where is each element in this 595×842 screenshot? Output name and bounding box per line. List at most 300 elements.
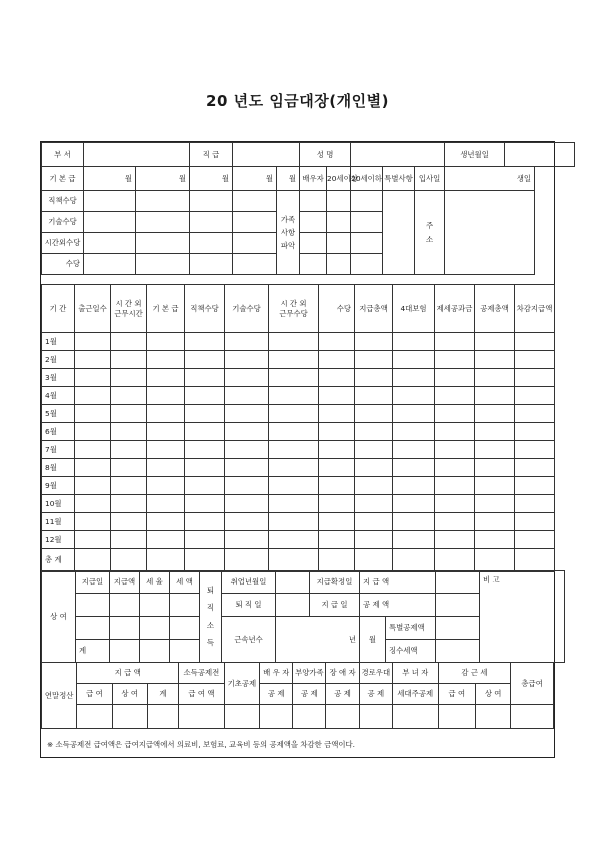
- total-cell[interactable]: [75, 549, 111, 572]
- total-cell[interactable]: [355, 549, 393, 572]
- monthly-pay-table: [41, 284, 555, 572]
- month-cell[interactable]: [111, 423, 147, 441]
- month-cell[interactable]: [269, 513, 319, 531]
- tax-amount-label: 징수세액: [386, 640, 436, 663]
- pay-amount-label: 지 급 액: [360, 571, 436, 594]
- month-cell[interactable]: [475, 513, 515, 531]
- month-cell[interactable]: [475, 423, 515, 441]
- month-cell[interactable]: [319, 495, 355, 513]
- month-cell[interactable]: [75, 387, 111, 405]
- month-cell[interactable]: [225, 405, 269, 423]
- month-cell[interactable]: [475, 459, 515, 477]
- month-cell[interactable]: [111, 387, 147, 405]
- header-allowance: 수당: [319, 285, 355, 333]
- retire-date-value[interactable]: [276, 594, 310, 617]
- month-cell[interactable]: [269, 351, 319, 369]
- month-cell[interactable]: [435, 405, 475, 423]
- family-cell-1a[interactable]: [300, 191, 327, 212]
- base-pay-month-4[interactable]: 월: [233, 167, 277, 191]
- family-cell-3c[interactable]: [351, 233, 383, 254]
- month-cell[interactable]: [393, 531, 435, 549]
- month-cell[interactable]: [435, 387, 475, 405]
- bonus-header-tax: 세 액: [170, 571, 200, 594]
- month-cell[interactable]: [185, 513, 225, 531]
- month-cell[interactable]: [475, 351, 515, 369]
- header-tech-allowance: 기술수당: [225, 285, 269, 333]
- month-cell[interactable]: [111, 441, 147, 459]
- bonus-total-cell[interactable]: [110, 640, 140, 663]
- address-label: [415, 191, 445, 275]
- month-cell[interactable]: [269, 369, 319, 387]
- month-cell[interactable]: [393, 333, 435, 351]
- spouse-label: 배우자: [300, 167, 327, 191]
- bonus-header-amount: 지급액: [110, 571, 140, 594]
- header-taxes: 제세공과금: [435, 285, 475, 333]
- reduced-salary-label: 급 여: [438, 684, 475, 705]
- month-cell[interactable]: [111, 531, 147, 549]
- month-cell[interactable]: [435, 495, 475, 513]
- month-cell[interactable]: [111, 369, 147, 387]
- family-cell-2a[interactable]: [300, 212, 327, 233]
- service-years-label: 근속년수: [222, 617, 276, 663]
- income-deduction-sub: 급 여 액: [179, 684, 225, 705]
- settlement-cell[interactable]: [326, 705, 359, 729]
- month-cell[interactable]: [225, 333, 269, 351]
- allowance-label-1: 직책수당: [42, 191, 84, 212]
- month-cell[interactable]: [111, 495, 147, 513]
- month-cell[interactable]: [185, 333, 225, 351]
- allowance-3-cell-1[interactable]: [84, 233, 136, 254]
- month-cell[interactable]: [355, 513, 393, 531]
- allowance-label-3: 시간외수당: [42, 233, 84, 254]
- allowance-1-cell-2[interactable]: [136, 191, 190, 212]
- month-cell[interactable]: [475, 369, 515, 387]
- month-cell[interactable]: [355, 459, 393, 477]
- month-cell[interactable]: [515, 441, 555, 459]
- month-cell[interactable]: [319, 351, 355, 369]
- month-cell[interactable]: [75, 351, 111, 369]
- hire-year-label: 취업년월일: [222, 571, 276, 594]
- month-cell[interactable]: [319, 531, 355, 549]
- settlement-cell[interactable]: [112, 705, 147, 729]
- bonus-table: [41, 570, 565, 663]
- month-cell[interactable]: [147, 369, 185, 387]
- bonus-cell[interactable]: [110, 594, 140, 617]
- month-cell[interactable]: [355, 369, 393, 387]
- special-deduction-label: 특별공제액: [386, 617, 436, 640]
- month-cell[interactable]: [225, 441, 269, 459]
- month-cell[interactable]: [515, 369, 555, 387]
- senior-deduction-sub: 공 제: [359, 684, 392, 705]
- month-cell[interactable]: [111, 351, 147, 369]
- total-cell[interactable]: [111, 549, 147, 572]
- family-label-2: 사항: [280, 227, 296, 237]
- month-cell[interactable]: [393, 477, 435, 495]
- family-cell-4c[interactable]: [351, 254, 383, 275]
- month-cell[interactable]: [185, 459, 225, 477]
- month-label: 1월: [42, 333, 75, 351]
- month-cell[interactable]: [319, 333, 355, 351]
- month-label: 9월: [42, 477, 75, 495]
- remarks-label: 비 고: [480, 571, 565, 663]
- month-cell[interactable]: [269, 477, 319, 495]
- allowance-3-cell-2[interactable]: [136, 233, 190, 254]
- bonus-cell[interactable]: [110, 617, 140, 640]
- month-cell[interactable]: [185, 531, 225, 549]
- bonus-cell[interactable]: [76, 594, 110, 617]
- month-cell[interactable]: [355, 441, 393, 459]
- name-label: 성 명: [300, 143, 351, 167]
- month-cell[interactable]: [515, 351, 555, 369]
- allowance-2-cell-3[interactable]: [190, 212, 233, 233]
- settlement-cell[interactable]: [77, 705, 112, 729]
- deduction-amount-label: 공 제 액: [360, 594, 436, 617]
- month-cell[interactable]: [319, 405, 355, 423]
- month-cell[interactable]: [75, 405, 111, 423]
- family-label: [277, 191, 300, 275]
- settlement-table: [41, 662, 554, 729]
- month-row: [42, 495, 555, 513]
- month-cell[interactable]: [393, 351, 435, 369]
- special-value[interactable]: [383, 191, 415, 275]
- total-cell[interactable]: [147, 549, 185, 572]
- settlement-cell[interactable]: [511, 705, 554, 729]
- month-cell[interactable]: [75, 459, 111, 477]
- header-insurance: 4대보험: [393, 285, 435, 333]
- family-cell-1c[interactable]: [351, 191, 383, 212]
- month-cell[interactable]: [393, 495, 435, 513]
- dependents-deduction-sub: 공 제: [293, 684, 326, 705]
- service-years-month[interactable]: 월: [360, 617, 386, 663]
- month-cell[interactable]: [393, 405, 435, 423]
- month-row: [42, 405, 555, 423]
- month-row: [42, 531, 555, 549]
- month-cell[interactable]: [269, 387, 319, 405]
- month-cell[interactable]: [111, 477, 147, 495]
- settlement-cell[interactable]: [224, 705, 259, 729]
- month-cell[interactable]: [147, 351, 185, 369]
- month-cell[interactable]: [515, 513, 555, 531]
- deduction-amount-value[interactable]: [436, 594, 480, 617]
- month-cell[interactable]: [515, 531, 555, 549]
- pay-confirm-label: 지급확정일: [310, 571, 360, 594]
- month-cell[interactable]: [111, 405, 147, 423]
- month-cell[interactable]: [75, 369, 111, 387]
- month-row: [42, 441, 555, 459]
- month-cell[interactable]: [515, 423, 555, 441]
- settlement-cell[interactable]: [293, 705, 326, 729]
- family-cell-3b[interactable]: [327, 233, 351, 254]
- grade-label: 직 급: [190, 143, 233, 167]
- month-cell[interactable]: [435, 333, 475, 351]
- month-cell[interactable]: [319, 369, 355, 387]
- month-cell[interactable]: [393, 369, 435, 387]
- month-cell[interactable]: [435, 441, 475, 459]
- month-cell[interactable]: [225, 423, 269, 441]
- month-cell[interactable]: [393, 387, 435, 405]
- month-label: 10월: [42, 495, 75, 513]
- family-cell-4b[interactable]: [327, 254, 351, 275]
- month-cell[interactable]: [147, 477, 185, 495]
- month-cell[interactable]: [75, 495, 111, 513]
- grade-value[interactable]: [233, 143, 300, 167]
- month-row: [42, 369, 555, 387]
- month-cell[interactable]: [355, 477, 393, 495]
- bonus-cell[interactable]: [170, 594, 200, 617]
- family-label-3: 파악: [280, 241, 296, 251]
- allowance-1-cell-4[interactable]: [233, 191, 277, 212]
- month-cell[interactable]: [435, 513, 475, 531]
- bonus-total-cell[interactable]: [170, 640, 200, 663]
- settlement-cell[interactable]: [147, 705, 178, 729]
- month-cell[interactable]: [185, 369, 225, 387]
- month-cell[interactable]: [355, 423, 393, 441]
- month-row: [42, 477, 555, 495]
- family-cell-3a[interactable]: [300, 233, 327, 254]
- month-cell[interactable]: [185, 477, 225, 495]
- month-cell[interactable]: [225, 513, 269, 531]
- header-net-pay: 차감지급액: [515, 285, 555, 333]
- retire-label-4: 득: [206, 637, 215, 647]
- month-cell[interactable]: [515, 495, 555, 513]
- month-cell[interactable]: [75, 441, 111, 459]
- month-cell[interactable]: [185, 387, 225, 405]
- family-cell-2b[interactable]: [327, 212, 351, 233]
- month-row: [42, 513, 555, 531]
- total-cell[interactable]: [269, 549, 319, 572]
- month-cell[interactable]: [147, 333, 185, 351]
- allowance-2-cell-1[interactable]: [84, 212, 136, 233]
- month-cell[interactable]: [355, 531, 393, 549]
- month-cell[interactable]: [319, 387, 355, 405]
- month-cell[interactable]: [393, 513, 435, 531]
- month-cell[interactable]: [147, 531, 185, 549]
- total-row-label: 총 계: [42, 549, 75, 572]
- month-cell[interactable]: [225, 459, 269, 477]
- month-cell[interactable]: [475, 387, 515, 405]
- month-cell[interactable]: [435, 369, 475, 387]
- month-cell[interactable]: [475, 495, 515, 513]
- month-cell[interactable]: [269, 405, 319, 423]
- allowance-1-cell-1[interactable]: [84, 191, 136, 212]
- month-cell[interactable]: [319, 477, 355, 495]
- header-attendance: 출근일수: [75, 285, 111, 333]
- month-cell[interactable]: [185, 441, 225, 459]
- month-cell[interactable]: [147, 387, 185, 405]
- month-cell[interactable]: [185, 351, 225, 369]
- month-cell[interactable]: [355, 495, 393, 513]
- total-salary-label: 총급여: [511, 663, 554, 705]
- month-cell[interactable]: [75, 531, 111, 549]
- month-cell[interactable]: [225, 351, 269, 369]
- month-cell[interactable]: [75, 333, 111, 351]
- month-cell[interactable]: [515, 459, 555, 477]
- month-cell[interactable]: [225, 369, 269, 387]
- month-cell[interactable]: [185, 495, 225, 513]
- service-years-year[interactable]: 년: [276, 617, 360, 663]
- month-cell[interactable]: [475, 405, 515, 423]
- total-cell[interactable]: [435, 549, 475, 572]
- allowance-4-cell-3[interactable]: [190, 254, 233, 275]
- base-pay-month-5[interactable]: 월: [277, 167, 300, 191]
- month-cell[interactable]: [475, 333, 515, 351]
- month-cell[interactable]: [269, 333, 319, 351]
- bonus-total-label: 계: [76, 640, 110, 663]
- month-row: [42, 459, 555, 477]
- month-cell[interactable]: [355, 387, 393, 405]
- base-pay-month-3[interactable]: 월: [190, 167, 233, 191]
- settlement-label: 연말정산: [42, 663, 77, 729]
- settlement-cell[interactable]: [438, 705, 475, 729]
- dependents-deduction-label: 부양가족: [293, 663, 326, 684]
- bonus-cell[interactable]: [170, 617, 200, 640]
- month-cell[interactable]: [435, 531, 475, 549]
- month-cell[interactable]: [225, 477, 269, 495]
- birth-value[interactable]: [505, 143, 575, 167]
- spouse-deduction-sub: 공 제: [260, 684, 293, 705]
- month-label: 7월: [42, 441, 75, 459]
- month-cell[interactable]: [393, 459, 435, 477]
- special-deduction-value[interactable]: [436, 617, 480, 640]
- retire-label-1: 퇴: [206, 586, 215, 595]
- base-pay-month-2[interactable]: 월: [136, 167, 190, 191]
- month-cell[interactable]: [147, 423, 185, 441]
- month-cell[interactable]: [319, 423, 355, 441]
- settlement-bonus-label: 상 여: [112, 684, 147, 705]
- special-label: 특별사항: [383, 167, 415, 191]
- family-label-1: 가족: [280, 214, 296, 224]
- total-cell[interactable]: [475, 549, 515, 572]
- address-value[interactable]: [445, 191, 535, 275]
- month-cell[interactable]: [75, 423, 111, 441]
- allowance-3-cell-4[interactable]: [233, 233, 277, 254]
- month-cell[interactable]: [393, 423, 435, 441]
- month-label: 5월: [42, 405, 75, 423]
- disabled-deduction-sub: 공 제: [326, 684, 359, 705]
- month-cell[interactable]: [269, 423, 319, 441]
- allowance-1-cell-3[interactable]: [190, 191, 233, 212]
- total-cell[interactable]: [393, 549, 435, 572]
- family-cell-2c[interactable]: [351, 212, 383, 233]
- header-overtime-hours: 시 간 외 근무시간: [111, 285, 147, 333]
- bonus-label: 상 여: [42, 571, 76, 663]
- allowance-3-cell-3[interactable]: [190, 233, 233, 254]
- tax-amount-value[interactable]: [436, 640, 480, 663]
- month-cell[interactable]: [355, 351, 393, 369]
- month-label: 3월: [42, 369, 75, 387]
- month-cell[interactable]: [269, 441, 319, 459]
- month-cell[interactable]: [269, 459, 319, 477]
- hire-year-value[interactable]: [276, 571, 310, 594]
- month-label: 4월: [42, 387, 75, 405]
- month-cell[interactable]: [147, 495, 185, 513]
- month-cell[interactable]: [319, 441, 355, 459]
- month-cell[interactable]: [111, 333, 147, 351]
- dept-value[interactable]: [84, 143, 190, 167]
- month-cell[interactable]: [225, 531, 269, 549]
- hire-date-label: 입사일: [415, 167, 445, 191]
- month-cell[interactable]: [319, 513, 355, 531]
- month-cell[interactable]: [147, 459, 185, 477]
- woman-deduction-sub: 세대주공제: [392, 684, 438, 705]
- settlement-cell[interactable]: [359, 705, 392, 729]
- month-cell[interactable]: [75, 513, 111, 531]
- month-cell[interactable]: [515, 405, 555, 423]
- bonus-header-date: 지급일: [76, 571, 110, 594]
- reduced-tax-label: 감 근 세: [438, 663, 511, 684]
- month-cell[interactable]: [355, 405, 393, 423]
- base-pay-month-1[interactable]: 월: [84, 167, 136, 191]
- settlement-cell[interactable]: [260, 705, 293, 729]
- allowance-2-cell-4[interactable]: [233, 212, 277, 233]
- month-cell[interactable]: [435, 351, 475, 369]
- month-cell[interactable]: [355, 333, 393, 351]
- total-cell[interactable]: [319, 549, 355, 572]
- month-cell[interactable]: [393, 441, 435, 459]
- total-cell[interactable]: [225, 549, 269, 572]
- family-cell-4a[interactable]: [300, 254, 327, 275]
- month-cell[interactable]: [225, 495, 269, 513]
- month-cell[interactable]: [147, 441, 185, 459]
- settlement-cell[interactable]: [392, 705, 438, 729]
- month-cell[interactable]: [269, 495, 319, 513]
- settlement-cell[interactable]: [475, 705, 510, 729]
- over20-label: 20세이상: [327, 167, 351, 191]
- month-cell[interactable]: [515, 333, 555, 351]
- family-cell-1b[interactable]: [327, 191, 351, 212]
- month-cell[interactable]: [269, 531, 319, 549]
- month-cell[interactable]: [185, 423, 225, 441]
- allowance-4-cell-1[interactable]: [84, 254, 136, 275]
- month-cell[interactable]: [185, 405, 225, 423]
- month-cell[interactable]: [319, 459, 355, 477]
- settlement-cell[interactable]: [179, 705, 225, 729]
- total-cell[interactable]: [515, 549, 555, 572]
- allowance-label-4: 수당: [42, 254, 84, 275]
- header-overtime-allowance: 시 간 외 근무수당: [269, 285, 319, 333]
- month-cell[interactable]: [475, 531, 515, 549]
- allowance-4-cell-4[interactable]: [233, 254, 277, 275]
- month-cell[interactable]: [515, 477, 555, 495]
- month-cell[interactable]: [435, 459, 475, 477]
- bonus-cell[interactable]: [140, 617, 170, 640]
- allowance-2-cell-2[interactable]: [136, 212, 190, 233]
- month-cell[interactable]: [475, 477, 515, 495]
- month-cell[interactable]: [147, 513, 185, 531]
- month-cell[interactable]: [147, 405, 185, 423]
- total-cell[interactable]: [185, 549, 225, 572]
- name-value[interactable]: [351, 143, 445, 167]
- month-cell[interactable]: [111, 459, 147, 477]
- base-pay-label: 기 본 급: [42, 167, 84, 191]
- month-cell[interactable]: [435, 423, 475, 441]
- month-cell[interactable]: [225, 387, 269, 405]
- under20-label: 20세이하: [351, 167, 383, 191]
- month-cell[interactable]: [435, 477, 475, 495]
- allowance-4-cell-2[interactable]: [136, 254, 190, 275]
- month-cell[interactable]: [475, 441, 515, 459]
- bonus-total-cell[interactable]: [140, 640, 170, 663]
- month-cell[interactable]: [515, 387, 555, 405]
- reduced-bonus-label: 상 여: [475, 684, 510, 705]
- month-cell[interactable]: [111, 513, 147, 531]
- month-cell[interactable]: [75, 477, 111, 495]
- bonus-cell[interactable]: [76, 617, 110, 640]
- bonus-cell[interactable]: [140, 594, 170, 617]
- settlement-salary-label: 급 여: [77, 684, 112, 705]
- month-label: 11월: [42, 513, 75, 531]
- pay-amount-value[interactable]: [436, 571, 480, 594]
